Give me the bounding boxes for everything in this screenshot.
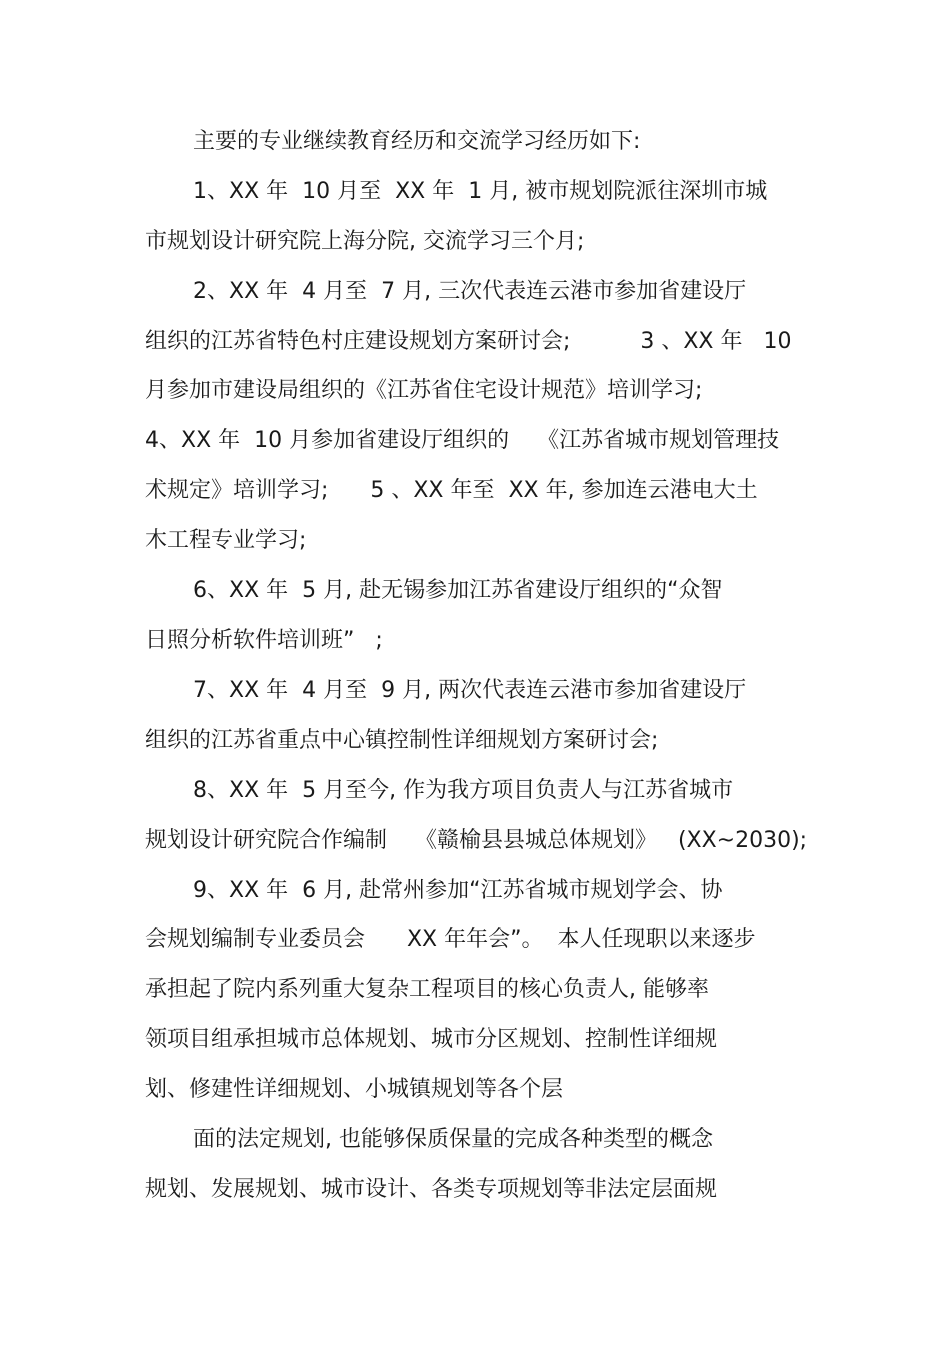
text-line: 9、XX 年 6 月, 赴常州参加“江苏省城市规划学会、协 (193, 878, 723, 903)
text-line: 8、XX 年 5 月至今, 作为我方项目负责人与江苏省城市 (193, 778, 734, 803)
text-line: 主要的专业继续教育经历和交流学习经历如下: (193, 129, 641, 154)
text-line: 术规定》培训学习; 5 、XX 年至 XX 年, 参加连云港电大土 (145, 478, 758, 503)
text-line: 月参加市建设局组织的《江苏省住宅设计规范》培训学习; (145, 378, 703, 403)
text-line: 领项目组承担城市总体规划、城市分区规划、控制性详细规 (145, 1027, 718, 1052)
text-line: 规划、发展规划、城市设计、各类专项规划等非法定层面规 (145, 1177, 718, 1202)
text-line: 组织的江苏省重点中心镇控制性详细规划方案研讨会; (145, 728, 659, 753)
text-line: 市规划设计研究院上海分院, 交流学习三个月; (145, 229, 585, 254)
text-line: 划、修建性详细规划、小城镇规划等各个层 (145, 1077, 564, 1102)
text-line: 日照分析软件培训班” ; (145, 628, 383, 653)
text-line: 面的法定规划, 也能够保质保量的完成各种类型的概念 (193, 1127, 713, 1152)
text-line: 规划设计研究院合作编制 《赣榆县县城总体规划》 (XX~2030); (145, 828, 808, 853)
text-line: 组织的江苏省特色村庄建设规划方案研讨会; 3 、XX 年 10 (145, 329, 792, 354)
text-line: 1、XX 年 10 月至 XX 年 1 月, 被市规划院派往深圳市城 (193, 179, 768, 204)
text-line: 会规划编制专业委员会 XX 年年会”。 本人任现职以来逐步 (145, 927, 756, 952)
text-line: 木工程专业学习; (145, 528, 307, 553)
text-line: 2、XX 年 4 月至 7 月, 三次代表连云港市参加省建设厅 (193, 279, 747, 304)
text-line: 4、XX 年 10 月参加省建设厅组织的 《江苏省城市规划管理技 (145, 428, 780, 453)
text-line: 6、XX 年 5 月, 赴无锡参加江苏省建设厅组织的“众智 (193, 578, 723, 603)
text-line: 7、XX 年 4 月至 9 月, 两次代表连云港市参加省建设厅 (193, 678, 747, 703)
text-line: 承担起了院内系列重大复杂工程项目的核心负责人, 能够率 (145, 977, 709, 1002)
